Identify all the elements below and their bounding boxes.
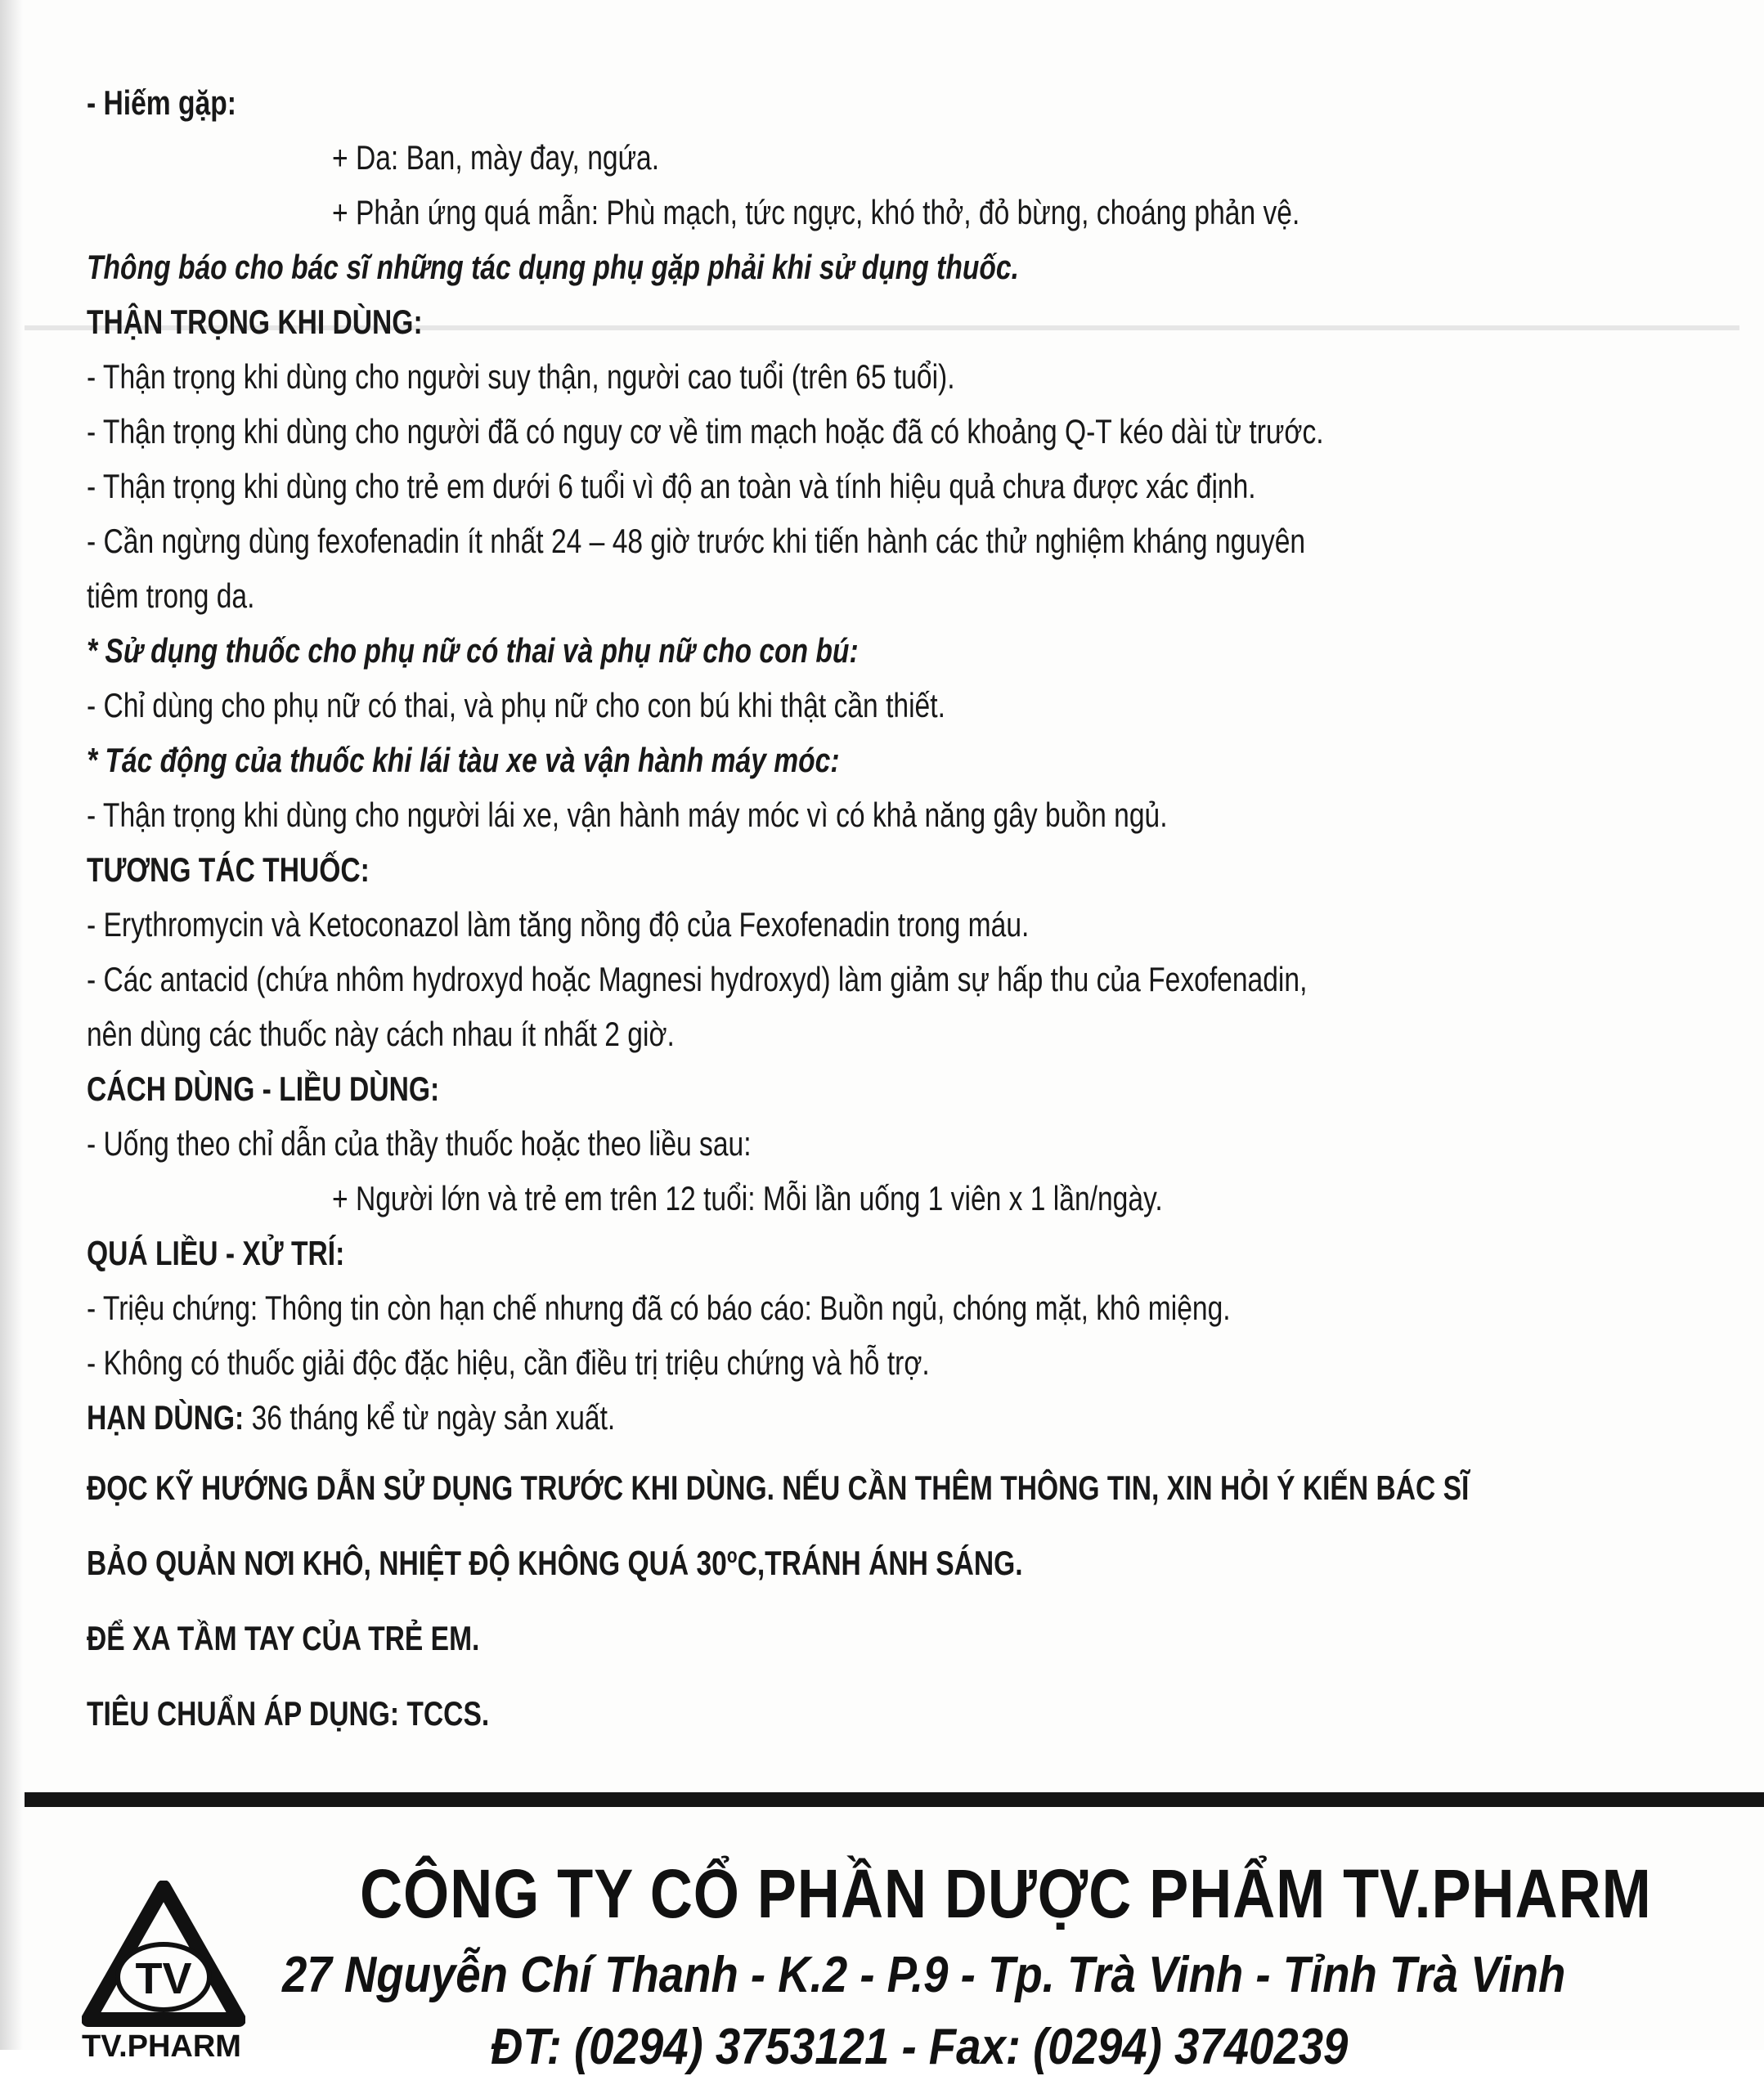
scan-edge-shadow [0, 0, 23, 2050]
precaution-line: - Thận trọng khi dùng cho người đã có nguy cơ về tim mạch hoặc đã có khoảng Q-T kéo dài từ trước. [87, 412, 1324, 451]
precaution-line: - Thận trọng khi dùng cho trẻ em dưới 6 tuổi vì độ an toàn và tính hiệu quả chưa được xác định. [87, 467, 1256, 505]
storage-suffix: C,TRÁNH ÁNH SÁNG. [737, 1544, 1023, 1582]
footer-divider [25, 1792, 1764, 1807]
dosage-intro: - Uống theo chỉ dẫn của thầy thuốc hoặc theo liều sau: [87, 1124, 752, 1163]
interaction-line: - Erythromycin và Ketoconazol làm tăng nồng độ của Fexofenadin trong máu. [87, 905, 1030, 944]
shelf-life [87, 1393, 615, 1442]
interaction-line: - Các antacid (chứa nhôm hydroxyd hoặc Magnesi hydroxyd) làm giảm sự hấp thu của Fexofenadin, [87, 960, 1308, 998]
overdose-heading: QUÁ LIỀU - XỬ TRÍ: [87, 1234, 345, 1272]
rare-heading: - Hiếm gặp: [87, 83, 236, 122]
shelf-life-label: HẠN DÙNG: [87, 1398, 245, 1437]
overdose-symptoms: - Triệu chứng: Thông tin còn hạn chế nhưng đã có báo cáo: Buồn ngủ, chóng mặt, khô miệng. [87, 1289, 1231, 1327]
overdose-treatment: - Không có thuốc giải độc đặc hiệu, cần điều trị triệu chứng và hỗ trợ. [87, 1343, 930, 1382]
precaution-line: - Thận trọng khi dùng cho người suy thận, người cao tuổi (trên 65 tuổi). [87, 357, 955, 396]
logo-caption: TV.PHARM [82, 2029, 241, 2064]
read-carefully-notice: ĐỌC KỸ HƯỚNG DẪN SỬ DỤNG TRƯỚC KHI DÙNG. NẾU CẦN THÊM THÔNG TIN, XIN HỎI Ý KIẾN BÁC SĨ [87, 1468, 1470, 1507]
pregnancy-heading: * Sử dụng thuốc cho phụ nữ có thai và phụ nữ cho con bú: [87, 631, 859, 670]
standard-notice: TIÊU CHUẨN ÁP DỤNG: TCCS. [87, 1694, 490, 1733]
company-name: CÔNG TY CỔ PHẦN DƯỢC PHẨM TV.PHARM [360, 1855, 1652, 1932]
keep-away-notice: ĐỂ XA TẦM TAY CỦA TRẺ EM. [87, 1619, 480, 1657]
logo-letters: TV [135, 1954, 192, 2003]
storage-prefix: BẢO QUẢN NƠI KHÔ, NHIỆT ĐỘ KHÔNG QUÁ 30 [87, 1544, 727, 1582]
dosage-heading: CÁCH DÙNG - LIỀU DÙNG: [87, 1069, 440, 1108]
precaution-line: tiêm trong da. [87, 576, 255, 615]
interaction-line: nên dùng các thuốc này cách nhau ít nhất 2 giờ. [87, 1015, 675, 1053]
notify-doctor-note: Thông báo cho bác sĩ những tác dụng phụ gặp phải khi sử dụng thuốc. [87, 248, 1019, 286]
dosage-adult: + Người lớn và trẻ em trên 12 tuổi: Mỗi lần uống 1 viên x 1 lần/ngày. [332, 1179, 1163, 1217]
storage-notice [87, 1539, 1023, 1588]
storage-degree: o [726, 1543, 738, 1567]
precautions-heading: THẬN TRỌNG KHI DÙNG: [87, 303, 423, 341]
tvpharm-triangle-logo-icon [82, 1881, 245, 2036]
precaution-line: - Cần ngừng dùng fexofenadin ít nhất 24 – 48 giờ trước khi tiến hành các thử nghiệm kháng nguyên [87, 522, 1306, 560]
interactions-heading: TƯƠNG TÁC THUỐC: [87, 850, 370, 889]
company-phone: ĐT: (0294) 3753121 - Fax: (0294) 3740239 [491, 2019, 1349, 2075]
driving-heading: * Tác động của thuốc khi lái tàu xe và vận hành máy móc: [87, 741, 840, 779]
hypersensitivity-effects: + Phản ứng quá mẫn: Phù mạch, tức ngực, khó thở, đỏ bừng, choáng phản vệ. [332, 193, 1300, 231]
driving-text: - Thận trọng khi dùng cho người lái xe, vận hành máy móc vì có khả năng gây buồn ngủ. [87, 796, 1168, 834]
pregnancy-text: - Chỉ dùng cho phụ nữ có thai, và phụ nữ cho con bú khi thật cần thiết. [87, 686, 945, 724]
company-address: 27 Nguyễn Chí Thanh - K.2 - P.9 - Tp. Trà Vinh - Tỉnh Trà Vinh [282, 1947, 1566, 2003]
skin-effects: + Da: Ban, mày đay, ngứa. [332, 138, 660, 177]
shelf-life-value: 36 tháng kể từ ngày sản xuất. [244, 1398, 616, 1437]
